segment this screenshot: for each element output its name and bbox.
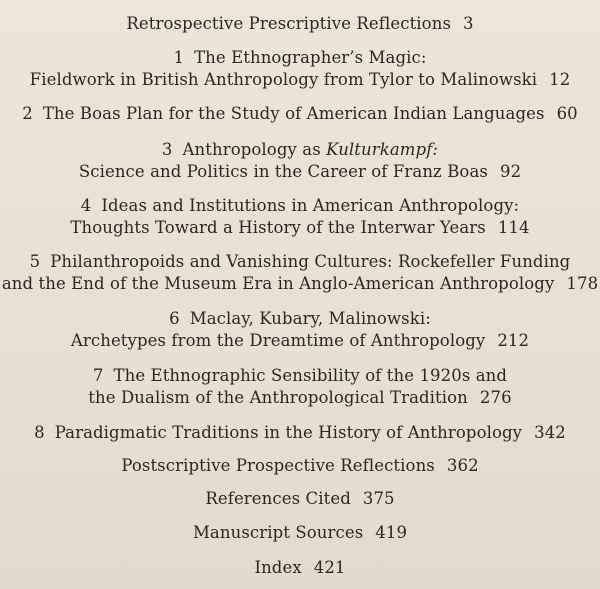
chapter-title-line-2: Fieldwork in British Anthropology from Tylor to Malinowski	[29, 70, 538, 89]
toc-entry-chapter-6	[0, 308, 600, 352]
toc-line	[0, 330, 600, 352]
toc-line	[0, 69, 600, 91]
chapter-title-line-1: Paradigmatic Traditions in the History of Anthropology	[54, 423, 523, 442]
chapter-title-line-1: Anthropology as	[182, 140, 321, 159]
chapter-number: 7	[92, 366, 104, 385]
chapter-number: 8	[34, 423, 45, 442]
chapter-title-line-2: Archetypes from the Dreamtime of Anthropology	[70, 331, 486, 350]
chapter-title-italic-word: Kulturkampf:	[326, 140, 439, 159]
chapter-title-line-2: Science and Politics in the Career of Franz Boas	[78, 162, 488, 181]
page-number: 276	[479, 388, 512, 407]
chapter-title-line-1: Ideas and Institutions in American Anthropology:	[101, 196, 520, 215]
chapter-title-line-1: The Boas Plan for the Study of American Indian Languages	[42, 104, 545, 123]
toc-entry-manuscripts	[0, 522, 600, 544]
toc-entry-chapter-8	[0, 422, 600, 444]
toc-entry-postscript	[0, 455, 600, 477]
toc-line	[0, 308, 600, 330]
chapter-number: 5	[29, 252, 41, 271]
toc-line	[0, 47, 600, 69]
toc-line	[0, 455, 600, 477]
chapter-number: 2	[22, 104, 33, 123]
page-number: 3	[463, 14, 474, 33]
toc-line	[0, 13, 600, 35]
page-number: 12	[549, 70, 571, 89]
page-number: 421	[313, 558, 346, 577]
chapter-title-line-1: The Ethnographer’s Magic:	[194, 48, 427, 67]
chapter-title-line-1: Philanthropoids and Vanishing Cultures: Rockefeller Funding	[50, 252, 571, 271]
chapter-number: 6	[169, 309, 180, 328]
chapter-number: 3	[161, 140, 173, 159]
toc-line	[0, 522, 600, 544]
chapter-title-line-1: Maclay, Kubary, Malinowski:	[189, 309, 431, 328]
toc-line	[0, 195, 600, 217]
page-number: 212	[497, 331, 530, 350]
toc-entry-chapter-2	[0, 103, 600, 125]
toc-entry-chapter-7	[0, 365, 600, 409]
chapter-title-line-1: The Ethnographic Sensibility of the 1920s and	[113, 366, 508, 385]
chapter-number: 1	[173, 48, 185, 67]
page-number: 342	[534, 423, 566, 442]
toc-line	[0, 488, 600, 510]
chapter-title-line-2: the Dualism of the Anthropological Tradition	[88, 388, 468, 407]
chapter-title-line-2: Thoughts Toward a History of the Interwar Years	[70, 218, 486, 237]
entry-title: References Cited	[205, 489, 351, 508]
page-number: 362	[446, 456, 479, 475]
toc-entry-index	[0, 557, 600, 579]
chapter-number: 4	[80, 196, 92, 215]
toc-entry-chapter-4	[0, 195, 600, 239]
toc-line	[0, 251, 600, 273]
toc-entry-retrospective	[0, 13, 600, 35]
page-number: 375	[362, 489, 395, 508]
entry-title: Index	[254, 558, 302, 577]
page-number: 60	[556, 104, 578, 123]
page-number: 114	[497, 218, 530, 237]
entry-title: Postscriptive Prospective Reflections	[121, 456, 435, 475]
chapter-title-line-2: and the End of the Museum Era in Anglo-American Anthropology	[1, 274, 555, 293]
toc-line	[0, 365, 600, 387]
toc-line	[0, 103, 600, 125]
toc-line	[0, 273, 600, 295]
toc-line	[0, 387, 600, 409]
toc-line	[0, 422, 600, 444]
toc-line	[0, 161, 600, 183]
page-number: 419	[375, 523, 408, 542]
toc-entry-references	[0, 488, 600, 510]
toc-entry-chapter-3	[0, 139, 600, 183]
page-number: 178	[566, 274, 599, 293]
toc-line	[0, 557, 600, 579]
entry-title: Manuscript Sources	[192, 523, 364, 542]
toc-entry-chapter-5	[0, 251, 600, 295]
entry-title: Retrospective Prescriptive Reflections	[126, 14, 452, 33]
toc-line	[0, 139, 600, 161]
page-number: 92	[499, 162, 522, 181]
toc-line	[0, 217, 600, 239]
toc-entry-chapter-1	[0, 47, 600, 91]
